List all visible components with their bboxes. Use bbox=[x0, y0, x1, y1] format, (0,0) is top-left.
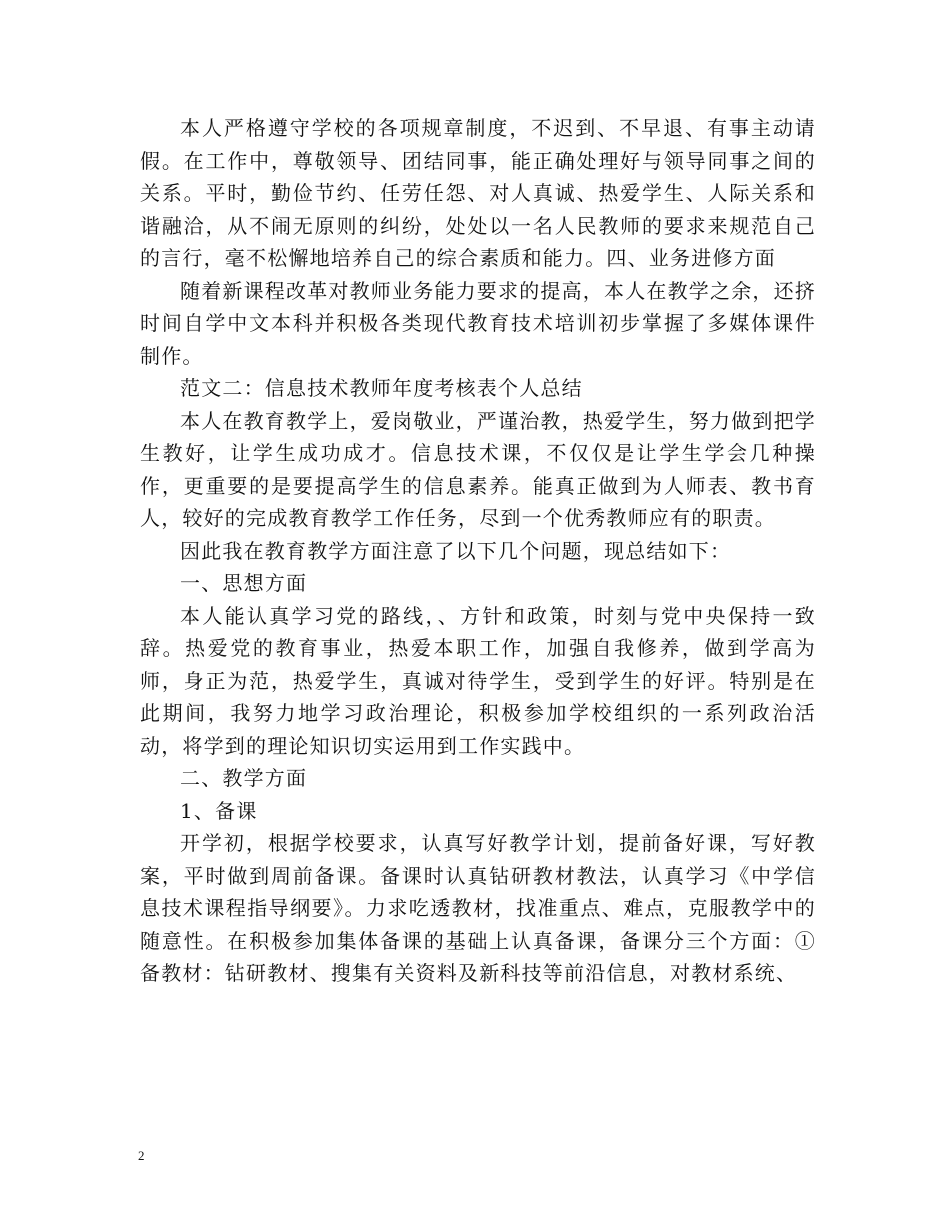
paragraph-ideology: 本人能认真学习党的路线，、方针和政策，时刻与党中央保持一致辞。热爱党的教育事业，热爱本职工作，加强自我修养，做到学高为师，身正为范，热爱学生，真诚对待学生，受到学生的好评。特别是在此期间，我努力地学习政治理论，积极参加学校组织的一系列政治活动，将学到的理论知识切实运用到工作实践中。 bbox=[140, 603, 816, 758]
heading-ideology: 一、思想方面 bbox=[180, 571, 308, 595]
paragraph-lesson-preparation: 开学初，根据学校要求，认真写好教学计划，提前备好课，写好教案，平时做到周前备课。备课时认真钻研教材教法，认真学习《中学信息技术课程指导纲要》。力求吃透教材，找准重点、难点，克服教学中的随意性。在积极参加集体备课的基础上认真备课，备课分三个方面：①备教材：钻研教材、搜集有关资料及新科技等前沿信息，对教材系统、 bbox=[140, 831, 816, 985]
document-body bbox=[140, 112, 816, 990]
heading-teaching: 二、教学方面 bbox=[180, 766, 308, 790]
heading-lesson-preparation: 1、备课 bbox=[180, 798, 258, 823]
paragraph-sample-two-title: 范文二：信息技术教师年度考核表个人总结 bbox=[180, 376, 583, 400]
paragraph-teaching-overview: 本人在教育教学上，爱岗敬业，严谨治教，热爱学生，努力做到把学生教好，让学生成功成才。信息技术课，不仅仅是让学生学会几种操作，更重要的是要提高学生的信息素养。能真正做到为人师表、教书育人，较好的完成教育教学工作任务，尽到一个优秀教师应有的职责。 bbox=[140, 408, 816, 530]
paragraph-summary-intro: 因此我在教育教学方面注意了以下几个问题，现总结如下： bbox=[180, 538, 732, 563]
paragraph-professional-study: 随着新课程改革对教师业务能力要求的提高，本人在教学之余，还挤时间自学中文本科并积极各类现代教育技术培训初步掌握了多媒体课件制作。 bbox=[140, 278, 816, 368]
paragraph-rules-conduct: 本人严格遵守学校的各项规章制度，不迟到、不早退、有事主动请假。在工作中，尊敬领导、团结同事，能正确处理好与领导同事之间的关系。平时，勤俭节约、任劳任怨、对人真诚、热爱学生、人际关系和谐融洽，从不闹无原则的纠纷，处处以一名人民教师的要求来规范自己的言行，毫不松懈地培养自己的综合素质和能力。四、业务进修方面 bbox=[140, 116, 816, 270]
page-number: 2 bbox=[138, 1148, 145, 1163]
